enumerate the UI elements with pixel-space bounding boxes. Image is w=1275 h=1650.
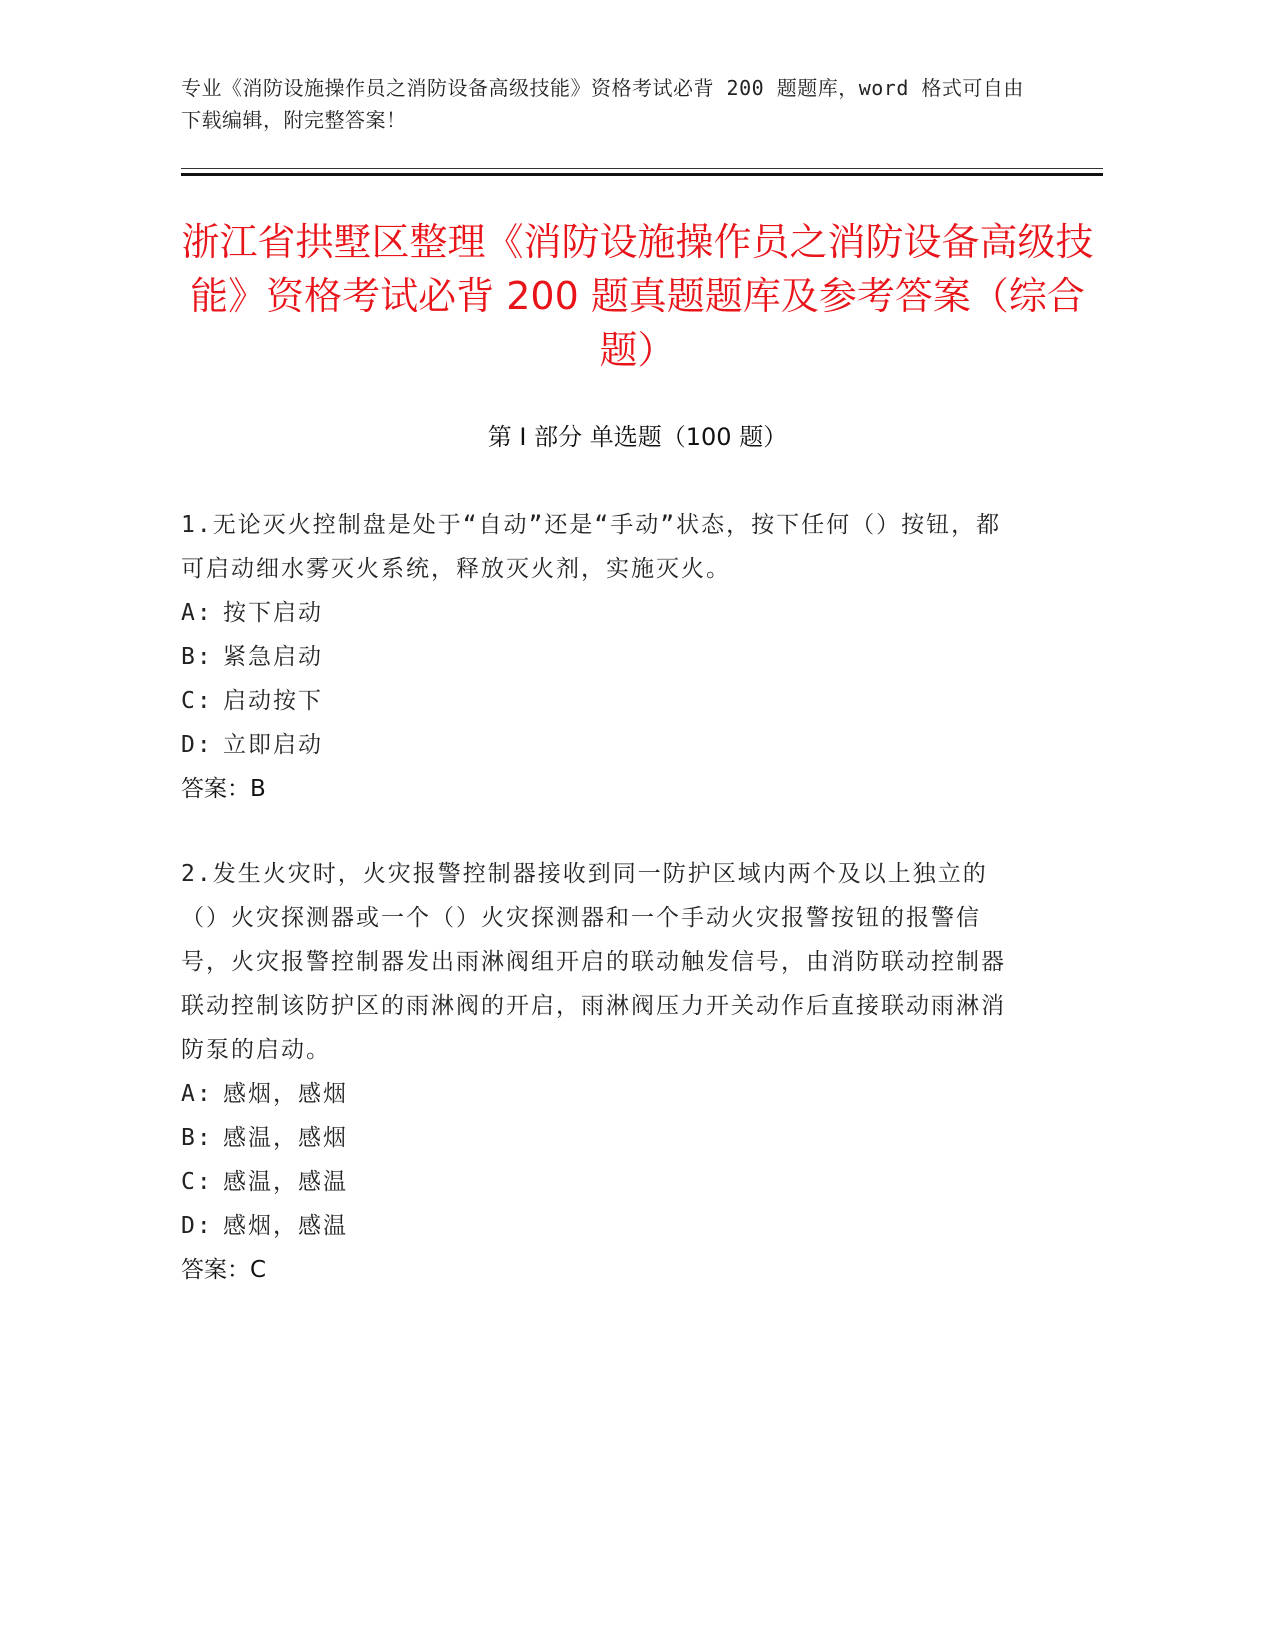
question-1: [181, 503, 1021, 811]
question-stem: 2.发生火灾时，火灾报警控制器接收到同一防护区域内两个及以上独立的（）火灾探测器或一个（）火灾探测器和一个手动火灾报警按钮的报警信号，火灾报警控制器发出雨淋阀组开启的联动触发信号，由消防联动控制器联动控制该防护区的雨淋阀的开启，雨淋阀压力开关动作后直接联动雨淋消防泵的启动。: [181, 861, 1006, 1063]
option-c: [181, 679, 1021, 723]
header-divider-thin: [181, 168, 1103, 169]
option-a: [181, 591, 1021, 635]
header-note: 专业《消防设施操作员之消防设备高级技能》资格考试必背 200 题题库，word 格式可自由下载编辑，附完整答案！: [181, 76, 1024, 132]
option-key: A:: [181, 1081, 213, 1107]
option-d: [181, 723, 1021, 767]
option-key: C:: [181, 688, 213, 714]
document-title: 浙江省拱墅区整理《消防设施操作员之消防设备高级技能》资格考试必背 200 题真题题库及参考答案（综合题）: [181, 220, 1094, 372]
option-key: D:: [181, 1213, 213, 1239]
option-d: [181, 1204, 1021, 1248]
option-text: 按下启动: [223, 600, 323, 626]
answer-line: 答案：C: [181, 1257, 267, 1283]
question-stem: 1.无论灭火控制盘是处于“自动”还是“手动”状态，按下任何（）按钮，都可启动细水雾灭火系统，释放灭火剂，实施灭火。: [181, 512, 1002, 582]
option-a: [181, 1072, 1021, 1116]
option-key: C:: [181, 1169, 213, 1195]
option-text: 启动按下: [223, 688, 323, 714]
question-2: [181, 852, 1021, 1292]
option-text: 感温，感烟: [223, 1125, 348, 1151]
option-text: 感烟，感烟: [223, 1081, 348, 1107]
answer-line: 答案：B: [181, 776, 266, 802]
option-key: B:: [181, 1125, 213, 1151]
option-key: D:: [181, 732, 213, 758]
header-divider-thick: [181, 173, 1103, 176]
option-key: A:: [181, 600, 213, 626]
section-heading: 第 I 部分 单选题（100 题）: [487, 423, 788, 451]
option-text: 立即启动: [223, 732, 323, 758]
option-b: [181, 635, 1021, 679]
option-text: 感烟，感温: [223, 1213, 348, 1239]
option-key: B:: [181, 644, 213, 670]
option-text: 感温，感温: [223, 1169, 348, 1195]
option-text: 紧急启动: [223, 644, 323, 670]
option-c: [181, 1160, 1021, 1204]
option-b: [181, 1116, 1021, 1160]
